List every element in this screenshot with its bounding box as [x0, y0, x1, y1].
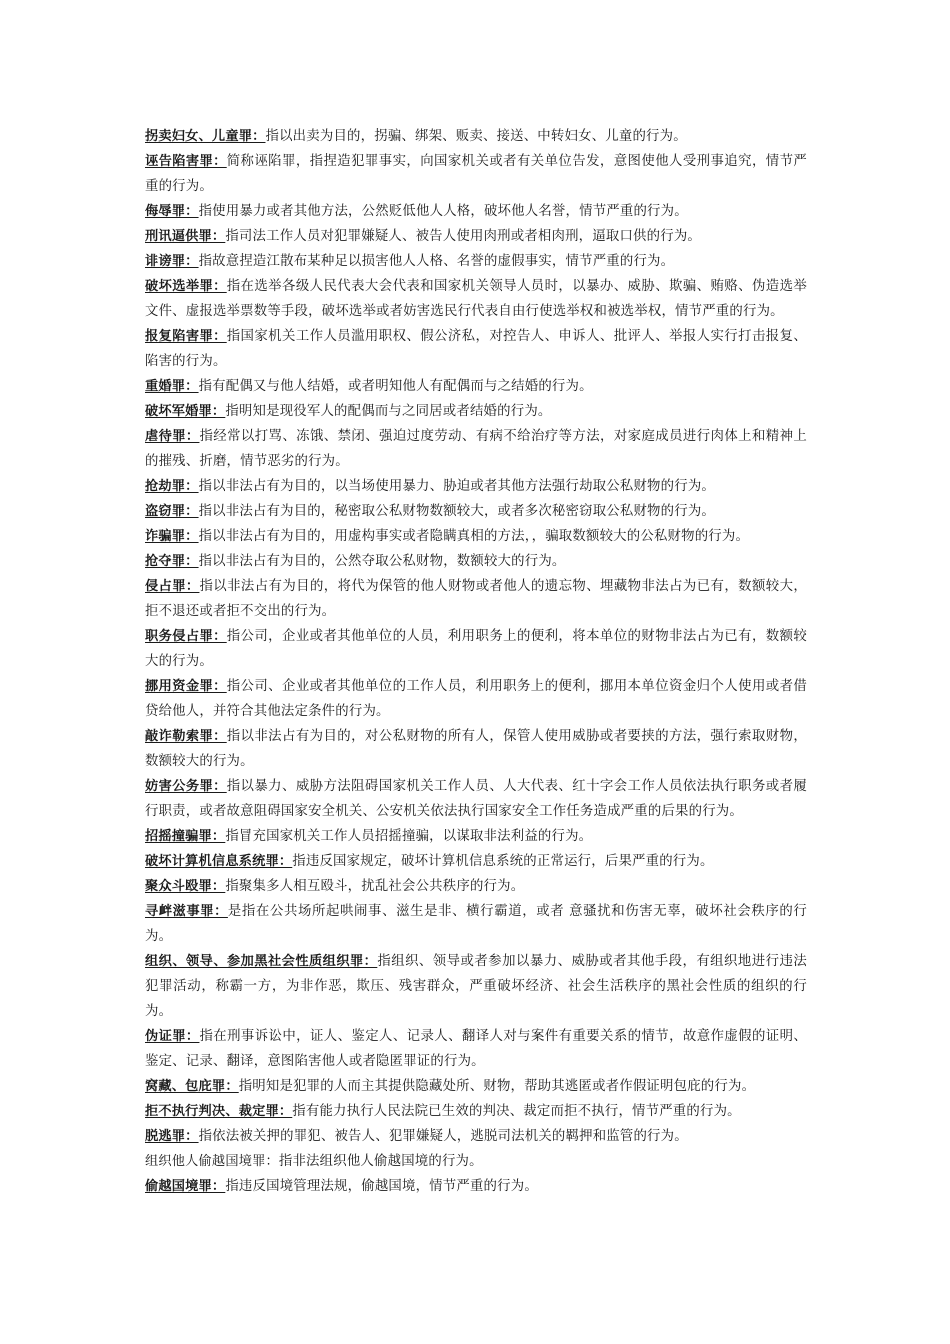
crime-definition: 指经常以打骂、冻饿、禁闭、强迫过度劳动、有病不给治疗等方法，对家庭成员进行肉体上和精神上的摧残、折磨，情节恶劣的行为。 [145, 429, 808, 469]
crime-term: 侮辱罪： [145, 204, 199, 219]
crime-term: 挪用资金罪： [145, 679, 227, 694]
crime-definition: 指以非法占有为目的，用虚构事实或者隐瞒真相的方法，，骗取数额较大的公私财物的行为。 [198, 529, 750, 544]
crime-term: 侵占罪： [145, 579, 200, 594]
crime-definition: 指公司，企业或者其他单位的人员，利用职务上的便利，将本单位的财物非法占为已有，数额较大的行为。 [145, 629, 807, 669]
definition-entry [145, 499, 807, 524]
crime-definition: 指故意捏造江散布某种足以损害他人人格、名誉的虚假事实，情节严重的行为。 [198, 254, 675, 269]
crime-definition: 指以非法占有为目的，将代为保管的他人财物或者他人的遗忘物、埋藏物非法占为已有，数额较大，拒不退还或者拒不交出的行为。 [145, 579, 808, 619]
crime-term: 刑讯逼供罪： [145, 229, 226, 244]
document-body [145, 124, 807, 1199]
crime-definition: 指在选举各级人民代表大会代表和国家机关领导人员时，以暴办、威胁、欺骗、贿赂、伪造选举文件、虚报选举票数等手段，破坏选举或者妨害选民行代表自由行使选举权和被选举权，情节严重的行为。 [145, 279, 807, 319]
crime-term: 虐待罪： [145, 429, 200, 444]
definition-entry [145, 574, 807, 624]
definition-entry [145, 549, 807, 574]
definition-entry [145, 324, 807, 374]
definition-entry [145, 899, 807, 949]
definition-entry [145, 1074, 807, 1099]
definition-entry [145, 949, 807, 1024]
crime-term: 敲诈勒索罪： [145, 729, 227, 744]
crime-term: 诈骗罪： [145, 529, 199, 544]
definition-entry [145, 624, 807, 674]
definition-entry [145, 274, 807, 324]
definition-entry [145, 1124, 807, 1149]
crime-term: 破坏选举罪： [145, 279, 227, 294]
definition-entry [145, 399, 807, 424]
definition-entry [145, 1174, 807, 1199]
crime-definition: 指冒充国家机关工作人员招摇撞骗，以谋取非法利益的行为。 [225, 829, 593, 844]
crime-definition: 指国家机关工作人员滥用职权、假公济私，对控告人、申诉人、批评人、举报人实行打击报复、陷害的行为。 [145, 329, 807, 369]
crime-definition: 指组织、领导或者参加以暴力、威胁或者其他手段，有组织地进行违法犯罪活动，称霸一方，为非作恶，欺压、残害群众，严重破坏经济、社会生活秩序的黑社会性质的组织的行为。 [145, 954, 807, 1019]
crime-term: 报复陷害罪： [145, 329, 227, 344]
crime-definition: 指有配偶又与他人结婚，或者明知他人有配偶而与之结婚的行为。 [198, 379, 593, 394]
crime-term: 拒不执行判决、裁定罪： [145, 1104, 293, 1119]
crime-term: 破坏军婚罪： [145, 404, 226, 419]
crime-term: 重婚罪： [145, 379, 199, 394]
definition-entry [145, 724, 807, 774]
crime-definition: 指明知是现役军人的配偶而与之同居或者结婚的行为。 [225, 404, 552, 419]
definition-entry [145, 824, 807, 849]
crime-term: 寻衅滋事罪： [145, 904, 228, 919]
definition-entry [145, 1099, 807, 1124]
definition-entry [145, 874, 807, 899]
crime-definition: 指有能力执行人民法院已生效的判决、裁定而拒不执行，情节严重的行为。 [292, 1104, 741, 1119]
definition-entry [145, 1149, 807, 1174]
crime-definition: 指使用暴力或者其他方法，公然贬低他人人格，破坏他人名誉，情节严重的行为。 [198, 204, 688, 219]
crime-definition: 指以非法占有为目的，公然夺取公私财物，数额较大的行为。 [198, 554, 566, 569]
crime-definition: 简称诬陷罪，指捏造犯罪事实，向国家机关或者有关单位告发，意图使他人受刑事追究，情节严重的行为。 [145, 154, 807, 194]
definition-entry [145, 424, 807, 474]
crime-term: 盗窃罪： [145, 504, 199, 519]
definition-entry [145, 224, 807, 249]
crime-term: 拐卖妇女、儿童罪： [145, 129, 266, 144]
crime-term: 抢劫罪： [145, 479, 199, 494]
crime-definition: 指在刑事诉讼中，证人、鉴定人、记录人、翻译人对与案件有重要关系的情节，故意作虚假的证明、鉴定、记录、翻译，意图陷害他人或者隐匿罪证的行为。 [145, 1029, 808, 1069]
definition-entry [145, 849, 807, 874]
crime-term: 窝藏、包庇罪： [145, 1079, 239, 1094]
definition-entry [145, 374, 807, 399]
crime-term: 组织他人偷越国境罪： [145, 1154, 279, 1169]
crime-definition: 指以出卖为目的，拐骗、绑架、贩卖、接送、中转妇女、儿童的行为。 [265, 129, 687, 144]
crime-term: 抢夺罪： [145, 554, 199, 569]
definition-entry [145, 474, 807, 499]
definition-entry [145, 124, 807, 149]
definition-entry [145, 774, 807, 824]
crime-term: 脱逃罪： [145, 1129, 199, 1144]
crime-term: 组织、领导、参加黑社会性质组织罪： [145, 954, 378, 969]
crime-term: 聚众斗殴罪： [145, 879, 226, 894]
crime-term: 伪证罪： [145, 1029, 200, 1044]
definition-entry [145, 199, 807, 224]
crime-term: 破坏计算机信息系统罪： [145, 854, 293, 869]
crime-definition: 指依法被关押的罪犯、被告人、犯罪嫌疑人，逃脱司法机关的羁押和监管的行为。 [198, 1129, 688, 1144]
definition-entry [145, 674, 807, 724]
crime-definition: 指以非法占有为目的，对公私财物的所有人，保管人使用威胁或者要挟的方法，强行索取财物，数额较大的行为。 [145, 729, 807, 769]
crime-term: 偷越国境罪： [145, 1179, 226, 1194]
crime-term: 诬告陷害罪： [145, 154, 227, 169]
crime-definition: 指以非法占有为目的，秘密取公私财物数额较大，或者多次秘密窃取公私财物的行为。 [198, 504, 716, 519]
crime-definition: 指以非法占有为目的，以当场使用暴力、胁迫或者其他方法强行劫取公私财物的行为。 [198, 479, 716, 494]
crime-definition: 指非法组织他人偷越国境的行为。 [278, 1154, 483, 1169]
crime-definition: 指违反国境管理法规，偷越国境，情节严重的行为。 [225, 1179, 538, 1194]
definition-entry [145, 1024, 807, 1074]
crime-definition: 指违反国家规定，破坏计算机信息系统的正常运行，后果严重的行为。 [292, 854, 714, 869]
crime-definition: 指以暴力、威胁方法阻碍国家机关工作人员、人大代表、红十字会工作人员依法执行职务或者履行职责，或者故意阻碍国家安全机关、公安机关依法执行国家安全工作任务造成严重的后果的行为。 [145, 779, 807, 819]
crime-term: 职务侵占罪： [145, 629, 227, 644]
crime-definition: 指聚集多人相互殴斗，扰乱社会公共秩序的行为。 [225, 879, 525, 894]
definition-entry [145, 249, 807, 274]
crime-definition: 指司法工作人员对犯罪嫌疑人、被告人使用肉刑或者相肉刑，逼取口供的行为。 [225, 229, 701, 244]
crime-term: 诽谤罪： [145, 254, 199, 269]
crime-term: 招摇撞骗罪： [145, 829, 226, 844]
crime-term: 妨害公务罪： [145, 779, 227, 794]
definition-entry [145, 149, 807, 199]
definition-entry [145, 524, 807, 549]
crime-definition: 指公司、企业或者其他单位的工作人员，利用职务上的便利，挪用本单位资金归个人使用或者借贷给他人，并符合其他法定条件的行为。 [145, 679, 807, 719]
crime-definition: 指明知是犯罪的人而主其提供隐藏处所、财物，帮助其逃匿或者作假证明包庇的行为。 [238, 1079, 756, 1094]
crime-definition: 是指在公共场所起哄闹事、滋生是非、横行霸道，或者 意骚扰和伤害无辜，破坏社会秩序的行为。 [145, 904, 808, 944]
